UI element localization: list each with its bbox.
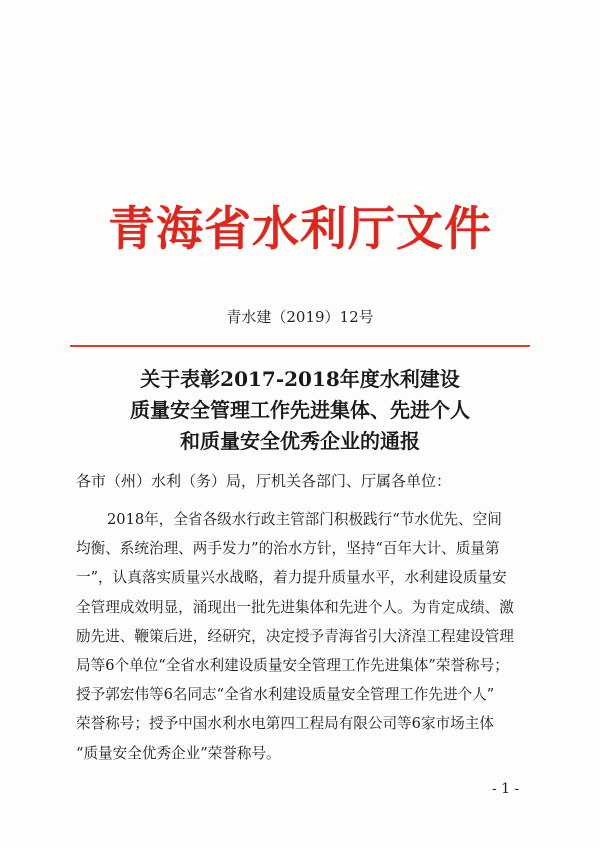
body-line: 全管理成效明显，涌现出一批先进集体和先进个人。为肯定成绩、激 [76,598,514,616]
body-line: “质量安全优秀企业”荣誉称号。 [76,744,281,762]
body-line: 2018年，全省各级水行政主管部门积极践行“节水优先、空间 [107,511,502,528]
body-line: 均衡、系统治理、两手发力”的治水方针，坚持“百年大计、质量第 [76,540,500,558]
document-header: 青海省水利厅文件 [108,202,492,257]
body-line: 授予郭宏伟等6名同志“全省水利建设质量安全管理工作先进个人” [76,686,495,704]
body-line: 局等6个单位“全省水利建设质量安全管理工作先进集体”荣誉称号； [76,657,509,675]
salutation: 各市（州）水利（务）局，厅机关各部门、厅属各单位： [76,472,452,490]
title-line-3: 和质量安全优秀企业的通报 [180,429,420,453]
body-line: 励先进、鞭策后进，经研究，决定授予青海省引大济湟工程建设管理 [76,627,514,645]
title-line-1: 关于表彰2017-2018年度水利建设 [140,367,460,391]
document-number: 青水建（2019）12号 [226,308,374,326]
body-line: 一”，认真落实质量兴水战略，着力提升质量水平，水利建设质量安 [76,569,507,587]
body-paragraph [76,505,528,768]
red-divider-line [70,345,530,347]
body-line: 荣誉称号；授予中国水利水电第四工程局有限公司等6家市场主体 [76,715,494,733]
document-title [0,364,600,457]
title-line-2: 质量安全管理工作先进集体、先进个人 [130,398,470,422]
page-number: - 1 - [492,781,520,797]
